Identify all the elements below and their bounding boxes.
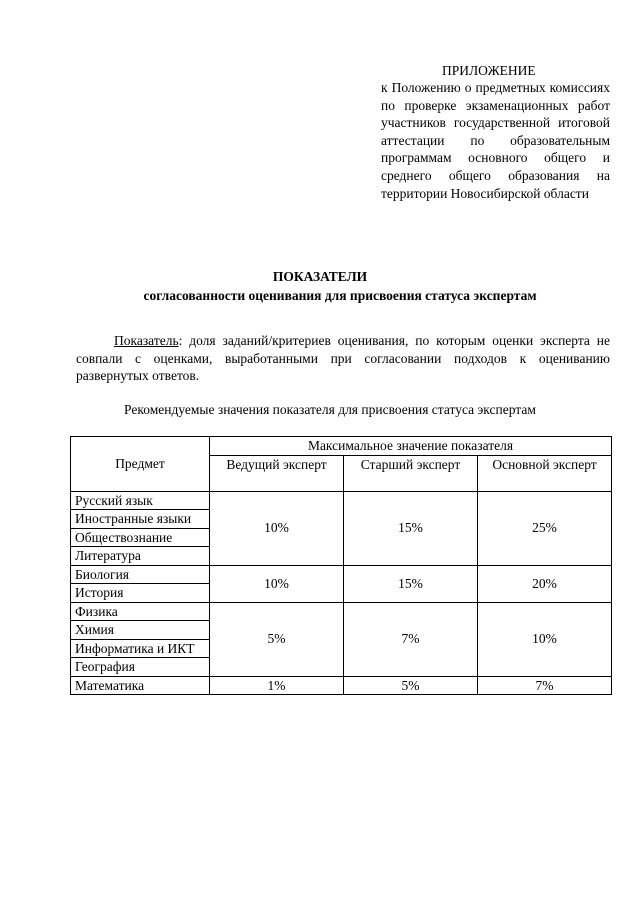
appendix-title: ПРИЛОЖЕНИЕ bbox=[442, 63, 536, 78]
lead-expert-value: 1% bbox=[210, 676, 344, 695]
subject-cell: Химия bbox=[71, 621, 210, 640]
senior-expert-value: 7% bbox=[344, 602, 478, 676]
subject-cell: Физика bbox=[71, 602, 210, 621]
subject-cell: Иностранные языки bbox=[71, 510, 210, 529]
subject-cell: Русский язык bbox=[71, 491, 210, 510]
main-expert-column-header: Основной эксперт bbox=[478, 455, 612, 491]
lead-expert-value: 10% bbox=[210, 565, 344, 602]
subject-cell: Биология bbox=[71, 565, 210, 584]
indicator-definition: : доля заданий/критериев оценивания, по которым оценки эксперта не совпали с оценками, выработанными при согласовании подходов к оцениванию развернутых ответов. bbox=[76, 333, 610, 383]
lead-expert-column-header: Ведущий эксперт bbox=[210, 455, 344, 491]
subject-cell: География bbox=[71, 658, 210, 677]
lead-expert-value: 10% bbox=[210, 491, 344, 565]
senior-expert-value: 5% bbox=[344, 676, 478, 695]
subject-column-header: Предмет bbox=[71, 437, 210, 492]
document-title: ПОКАЗАТЕЛИ bbox=[272, 269, 368, 284]
senior-expert-value: 15% bbox=[344, 491, 478, 565]
indicator-values-table bbox=[70, 436, 612, 695]
table-body bbox=[71, 491, 612, 695]
table-row bbox=[71, 565, 612, 584]
table-caption: Рекомендуемые значения показателя для присвоения статуса экспертам bbox=[124, 402, 536, 417]
indicator-paragraph bbox=[76, 332, 610, 385]
main-expert-value: 20% bbox=[478, 565, 612, 602]
main-expert-value: 10% bbox=[478, 602, 612, 676]
main-expert-value: 25% bbox=[478, 491, 612, 565]
document-subtitle: согласованности оценивания для присвоения статуса экспертам bbox=[143, 288, 537, 303]
subject-cell: Информатика и ИКТ bbox=[71, 639, 210, 658]
table-row bbox=[71, 676, 612, 695]
table-row bbox=[71, 602, 612, 621]
max-value-group-header: Максимальное значение показателя bbox=[210, 437, 612, 456]
subject-cell: История bbox=[71, 584, 210, 603]
senior-expert-column-header: Старший эксперт bbox=[344, 455, 478, 491]
senior-expert-value: 15% bbox=[344, 565, 478, 602]
main-expert-value: 7% bbox=[478, 676, 612, 695]
subject-cell: Математика bbox=[71, 676, 210, 695]
lead-expert-value: 5% bbox=[210, 602, 344, 676]
subject-cell: Литература bbox=[71, 547, 210, 566]
subject-cell: Обществознание bbox=[71, 528, 210, 547]
indicator-term: Показатель bbox=[114, 333, 179, 348]
appendix-text: к Положению о предметных комиссиях по проверке экзаменационных работ участников государственной итоговой аттестации по образовательным программам основного общего и среднего общего образования на территории Новосибирской области bbox=[381, 80, 610, 201]
table-row bbox=[71, 491, 612, 510]
